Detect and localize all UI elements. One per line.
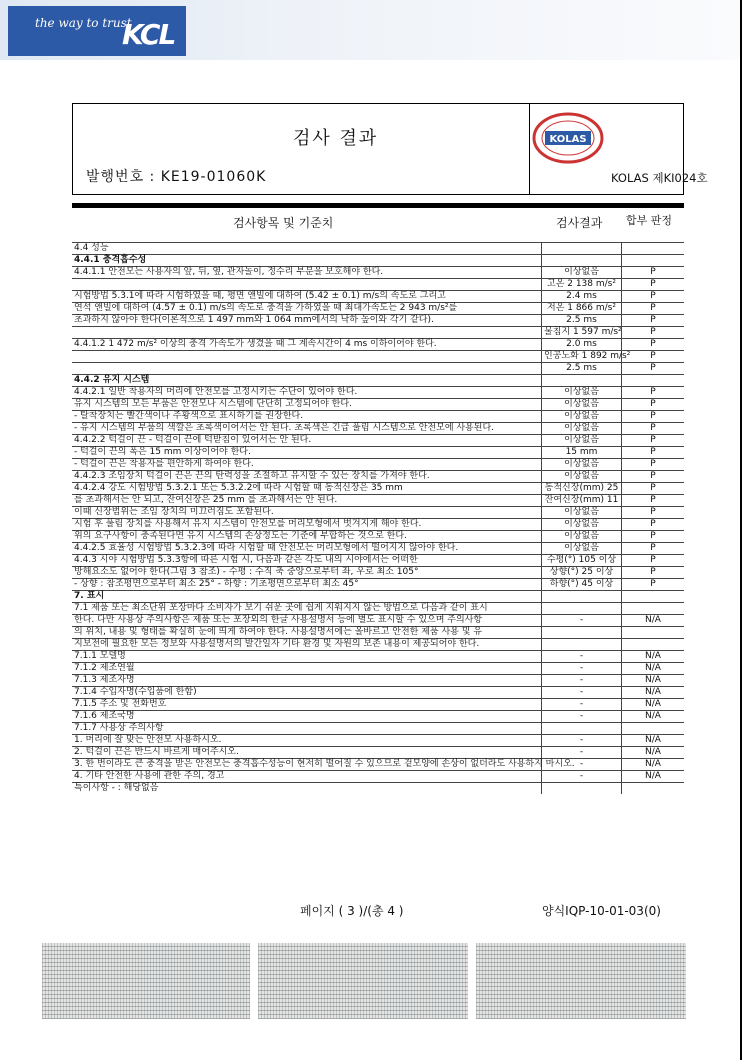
table-row	[72, 411, 684, 423]
row-item-text: 를 초과해서는 안 되고, 잔여신장은 25 mm 를 초과해서는 안 된다.	[72, 495, 542, 507]
row-result: 고온 2 138 m/s²	[542, 279, 622, 291]
row-item-text: - 탈착장치는 빨간색이나 주황색으로 표시하기를 권장한다.	[72, 411, 542, 423]
table-row	[72, 579, 684, 591]
row-item-text: - 턱걸이 끈은 착용자를 편안하게 하여야 한다.	[72, 459, 542, 471]
row-item-text: 7.1.5 주소 및 전화번호	[72, 699, 542, 711]
row-result	[542, 603, 622, 615]
row-result: -	[542, 615, 622, 627]
row-result: -	[542, 735, 622, 747]
table-row	[72, 723, 684, 735]
row-item-text: 7.1.3 제조자명	[72, 675, 542, 687]
row-judgement: P	[622, 303, 685, 315]
table-row	[72, 267, 684, 279]
table-row	[72, 315, 684, 327]
row-result: 2.4 ms	[542, 291, 622, 303]
row-item-text: 4.4.1.2 1 472 m/s² 이상의 충격 가속도가 생겼을 때 그 계속시간이 4 ms 이하이어야 한다.	[72, 339, 542, 351]
logo-brand: KCL	[122, 18, 175, 51]
table-row	[72, 711, 684, 723]
row-item-text: 방해요소도 없어야 한다(그림 3 참조) - 수평 : 수직 축 중앙으로부터 좌, 우로 최소 105°	[72, 567, 542, 579]
seal-label: KOLAS	[549, 134, 587, 145]
table-row	[72, 495, 684, 507]
row-judgement: P	[622, 267, 685, 279]
row-result: 이상없음	[542, 543, 622, 555]
row-judgement: P	[622, 495, 685, 507]
row-result	[542, 591, 622, 603]
row-judgement: P	[622, 387, 685, 399]
row-item-text: - 턱걸이 끈의 폭은 15 mm 이상이어야 한다.	[72, 447, 542, 459]
table-row	[72, 243, 684, 255]
row-result: 2.5 ms	[542, 315, 622, 327]
kolas-seal-icon	[531, 112, 605, 164]
row-item-text: 4.4 성능	[72, 243, 542, 255]
row-result: 저온 1 866 m/s²	[542, 303, 622, 315]
table-row	[72, 303, 684, 315]
table-row	[72, 783, 684, 795]
row-item-text	[72, 327, 542, 339]
row-result: -	[542, 663, 622, 675]
row-item-text: 지보전에 필요한 모든 정보와 사용설명서의 발간일자 기타 환경 및 자원의 보존 내용이 제공되어야 한다.	[72, 639, 542, 651]
table-row	[72, 291, 684, 303]
row-result: 이상없음	[542, 459, 622, 471]
table-row	[72, 639, 684, 651]
row-result	[542, 639, 622, 651]
row-item-text: 의 위치, 내용 및 형태를 확실히 눈에 띄게 하여야 한다. 사용설명서에는 올바르고 안전한 제품 사용 및 유	[72, 627, 542, 639]
row-judgement: P	[622, 411, 685, 423]
row-item-text: - 상향 : 참조평면으로부터 최소 25° - 하향 : 기초평면으로부터 최소 45°	[72, 579, 542, 591]
table-row	[72, 459, 684, 471]
row-result: 이상없음	[542, 507, 622, 519]
table-row	[72, 255, 684, 267]
row-item-text: 4.4.2.2 턱걸이 끈 - 턱걸이 끈에 턱받침이 있어서는 안 된다.	[72, 435, 542, 447]
row-item-text: 특이사항 - : 해당없음	[72, 783, 542, 795]
row-judgement	[622, 375, 685, 387]
row-judgement: P	[622, 519, 685, 531]
row-result	[542, 255, 622, 267]
table-row	[72, 651, 684, 663]
row-judgement: P	[622, 471, 685, 483]
row-result: 물침지 1 597 m/s²	[542, 327, 622, 339]
row-judgement	[622, 243, 685, 255]
table-row	[72, 531, 684, 543]
header-divider	[529, 104, 530, 194]
row-judgement	[622, 723, 685, 735]
table-row	[72, 747, 684, 759]
column-header-judge: 합부 판정	[625, 214, 672, 227]
row-judgement: P	[622, 447, 685, 459]
row-judgement: P	[622, 315, 685, 327]
row-item-text: 7.1.1 모델명	[72, 651, 542, 663]
table-row	[72, 351, 684, 363]
row-judgement: N/A	[622, 735, 685, 747]
row-judgement	[622, 783, 685, 795]
table-row	[72, 435, 684, 447]
table-row	[72, 279, 684, 291]
row-result: 이상없음	[542, 267, 622, 279]
row-item-text: 7.1.2 제조연월	[72, 663, 542, 675]
logo-tagline: the way to trust	[35, 16, 132, 30]
row-item-text: 4.4.2.1 일반 착용자의 머리에 안전모를 고정시키는 수단이 있어야 한다.	[72, 387, 542, 399]
header-rule	[72, 203, 684, 208]
inspection-table	[72, 242, 684, 794]
table-row	[72, 735, 684, 747]
row-judgement: P	[622, 579, 685, 591]
row-judgement	[622, 603, 685, 615]
table-row	[72, 375, 684, 387]
page-title: 검사 결과	[293, 128, 379, 149]
row-result: 15 mm	[542, 447, 622, 459]
row-judgement: P	[622, 327, 685, 339]
row-judgement: N/A	[622, 699, 685, 711]
row-judgement: P	[622, 555, 685, 567]
row-item-text: 4.4.3 시야 시험방법 5.3.3항에 따른 시험 시, 다음과 같은 각도 내의 시야에서는 어떠한	[72, 555, 542, 567]
column-header-result: 검사결과	[556, 216, 603, 230]
row-item-text: 4.4.2 유지 시스템	[72, 375, 542, 387]
row-item-text: 4.4.2.4 강도 시험방법 5.3.2.1 또는 5.3.2.2에 따라 시험할 때 동적신장은 35 mm	[72, 483, 542, 495]
row-item-text: 7. 표시	[72, 591, 542, 603]
row-item-text: 4.4.1.1 안전모는 사용자의 앞, 뒤, 옆, 관자놀이, 정수리 부분을 보호해야 한다.	[72, 267, 542, 279]
row-item-text: 연석 앤빌에 대하여 (4.57 ± 0.1) m/s의 속도로 충격을 가하였을 때 최대가속도는 2 943 m/s²를	[72, 303, 542, 315]
row-result: 이상없음	[542, 399, 622, 411]
row-judgement: P	[622, 423, 685, 435]
row-judgement: P	[622, 279, 685, 291]
row-item-text: 3. 한 번이라도 큰 충격을 받은 안전모는 충격흡수성능이 현저히 떨어질 수 있으므로 겉모양에 손상이 없더라도 사용하지 마시오.	[74, 759, 575, 769]
row-result: 인공노화 1 892 m/s²	[542, 351, 622, 363]
row-judgement: P	[622, 291, 685, 303]
row-result: -	[542, 687, 622, 699]
table-row	[72, 555, 684, 567]
table-row	[72, 663, 684, 675]
row-result: -	[542, 759, 622, 771]
row-judgement	[622, 255, 685, 267]
row-result: 이상없음	[542, 411, 622, 423]
row-item-text: 7.1.4 수입자명(수입품에 한함)	[72, 687, 542, 699]
table-row	[72, 567, 684, 579]
row-result: 수평(°) 105 이상	[542, 555, 622, 567]
row-item-text: 한다. 다만 사용상 주의사항은 제품 또는 포장외의 한글 사용설명서 등에 별도 표시할 수 있으며 주의사항	[72, 615, 542, 627]
row-judgement	[622, 627, 685, 639]
row-result: 이상없음	[542, 387, 622, 399]
row-item-text: 1. 머리에 잘 맞는 안전모 사용하시오.	[72, 735, 542, 747]
table-row	[72, 471, 684, 483]
table-row	[72, 387, 684, 399]
security-pattern	[258, 943, 468, 1019]
row-item-text: 시험방법 5.3.1에 따라 시험하였을 때, 평면 앤빌에 대하여 (5.42 ± 0.1) m/s의 속도로 그리고	[72, 291, 542, 303]
table-row	[72, 687, 684, 699]
table-row	[72, 519, 684, 531]
table-row	[72, 507, 684, 519]
row-item-text: 이때 신장범위는 조임 장치의 미끄러짐도 포함된다.	[72, 507, 542, 519]
row-judgement: P	[622, 351, 685, 363]
table-row	[72, 327, 684, 339]
row-judgement: P	[622, 543, 685, 555]
table-row	[72, 627, 684, 639]
table-row	[72, 759, 684, 771]
row-judgement: P	[622, 567, 685, 579]
row-judgement: P	[622, 435, 685, 447]
security-pattern	[476, 943, 686, 1019]
row-result: 이상없음	[542, 423, 622, 435]
row-result: 상향(°) 25 이상	[542, 567, 622, 579]
row-judgement: N/A	[622, 759, 685, 771]
row-result: 이상없음	[542, 519, 622, 531]
row-result: 2.0 ms	[542, 339, 622, 351]
page-edge-line	[740, 0, 742, 1060]
row-judgement: N/A	[622, 663, 685, 675]
row-result: 하향(°) 45 이상	[542, 579, 622, 591]
row-judgement: N/A	[622, 687, 685, 699]
table-row	[72, 423, 684, 435]
row-result: 이상없음	[542, 435, 622, 447]
security-pattern	[42, 943, 250, 1019]
row-result: -	[542, 675, 622, 687]
row-item-text: 2. 턱걸이 끈은 반드시 바르게 매어주시오.	[72, 747, 542, 759]
table-row	[72, 603, 684, 615]
row-result	[542, 375, 622, 387]
table-row	[72, 675, 684, 687]
row-judgement: P	[622, 531, 685, 543]
row-result	[542, 723, 622, 735]
row-judgement: N/A	[622, 711, 685, 723]
row-item-text: 시험 후 풀림 장치를 사용해서 유지 시스템이 안전모를 머리모형에서 벗겨지게 해야 한다.	[72, 519, 542, 531]
table-row	[72, 399, 684, 411]
row-item-text: 위의 요구사항이 충족된다면 유지 시스템의 손상정도는 기준에 부합하는 것으로 한다.	[72, 531, 542, 543]
row-result: -	[542, 699, 622, 711]
row-judgement: N/A	[622, 615, 685, 627]
row-result: 이상없음	[542, 531, 622, 543]
row-judgement: N/A	[622, 771, 685, 783]
row-result: 2.5 ms	[542, 363, 622, 375]
form-number: 양식IQP-10-01-03(0)	[542, 904, 661, 918]
row-item-text: 7.1.6 제조국명	[72, 711, 542, 723]
row-judgement: P	[622, 399, 685, 411]
row-judgement: P	[622, 483, 685, 495]
row-judgement: P	[622, 363, 685, 375]
row-item-text: 4.4.2.5 효율성 시험방법 5.3.2.3에 따라 시험할 때 안전모는 머리모형에서 떨어지지 않아야 한다.	[72, 543, 542, 555]
row-item-text: 유지 시스템의 모든 부품은 안전모나 시스템에 단단히 고정되어야 한다.	[72, 399, 542, 411]
row-item-text: 7.1 제품 또는 최소단위 포장마다 소비자가 보기 쉬운 곳에 쉽게 지워지지 않는 방법으로 다음과 같이 표시	[72, 603, 542, 615]
table-row	[72, 483, 684, 495]
table-row	[72, 771, 684, 783]
row-result	[542, 783, 622, 795]
row-result: 잔여신장(mm) 11	[542, 495, 622, 507]
row-judgement: N/A	[622, 651, 685, 663]
table-row	[72, 339, 684, 351]
row-item-text: 7.1.7 사용상 주의사항	[72, 723, 542, 735]
table-row	[72, 591, 684, 603]
table-row	[72, 615, 684, 627]
row-result: 이상없음	[542, 471, 622, 483]
kcl-logo	[8, 6, 186, 56]
row-result: -	[542, 771, 622, 783]
row-judgement: P	[622, 459, 685, 471]
table-row	[72, 363, 684, 375]
row-item-text: 4. 기타 안전한 사용에 관한 주의, 경고	[72, 771, 542, 783]
row-judgement	[622, 591, 685, 603]
issue-number: 발행번호 : KE19-01060K	[86, 169, 267, 185]
table-row	[72, 447, 684, 459]
kolas-number: KOLAS 제KI024호	[611, 171, 708, 185]
column-header-item: 검사항목 및 기준치	[233, 216, 334, 230]
row-judgement: P	[622, 339, 685, 351]
row-item-text: 4.4.1 충격흡수성	[72, 255, 542, 267]
row-judgement: N/A	[622, 675, 685, 687]
row-item-text	[72, 363, 542, 375]
row-judgement	[622, 639, 685, 651]
row-item-text	[72, 351, 542, 363]
row-judgement: N/A	[622, 747, 685, 759]
row-item-text	[72, 279, 542, 291]
row-item-text: - 유지 시스템의 부품의 색깔은 초록색이어서는 안 된다. 초록색은 긴급 풀림 시스템으로 안전모에 사용된다.	[72, 423, 542, 435]
row-result: -	[542, 747, 622, 759]
row-item-text: 초과하지 않아야 한다(이론적으로 1 497 mm와 1 064 mm에서의 낙하 높이와 각기 같다).	[72, 315, 542, 327]
row-result	[542, 627, 622, 639]
row-item-text: 4.4.2.3 조임장치 턱걸이 끈은 끈의 탄력성을 조절하고 유지할 수 있는 장치를 가져야 한다.	[72, 471, 542, 483]
top-banner	[0, 0, 740, 60]
page-number: 페이지 ( 3 )/(총 4 )	[300, 904, 404, 918]
row-judgement: P	[622, 507, 685, 519]
table-row	[72, 543, 684, 555]
row-result	[542, 243, 622, 255]
row-result: -	[542, 651, 622, 663]
table-row	[72, 699, 684, 711]
row-result: -	[542, 711, 622, 723]
row-result: 동적신장(mm) 25	[542, 483, 622, 495]
